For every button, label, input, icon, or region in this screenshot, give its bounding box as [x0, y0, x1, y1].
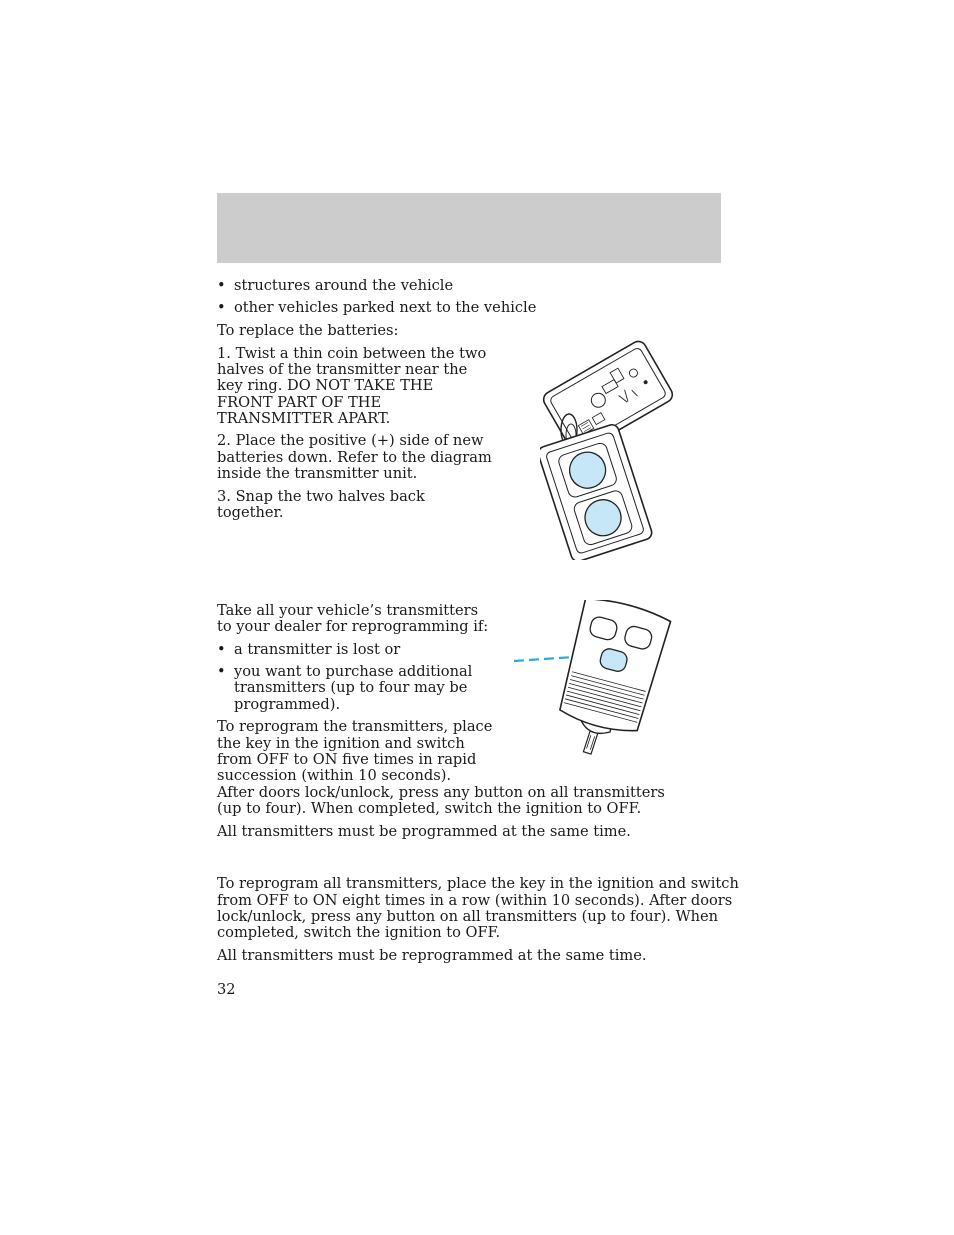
reprogram-all-line: completed, switch the ignition to OFF. [217, 924, 501, 941]
bullet-dot: • [217, 663, 226, 680]
list-item-text: transmitters (up to four may be [234, 679, 468, 696]
page-number: 32 [217, 981, 236, 998]
bullet-dot: • [217, 299, 226, 316]
reprogram-para-line: the key in the ignition and switch [217, 735, 465, 752]
step1-line: 1. Twist a thin coin between the two [217, 345, 487, 362]
step3-line: 3. Snap the two halves back [217, 488, 425, 505]
step1-line: FRONT PART OF THE [217, 394, 382, 411]
reprogram-all-line: To reprogram all transmitters, place the key in the ignition and switch [217, 875, 739, 892]
reprogram-para-line: (up to four). When completed, switch the ignition to OFF. [217, 800, 642, 817]
reprogram-intro-line: to your dealer for reprogramming if: [217, 618, 489, 635]
step1-line: key ring. DO NOT TAKE THE [217, 377, 434, 394]
step3-line: together. [217, 504, 284, 521]
list-item-text: programmed). [234, 696, 341, 713]
bullet-dot: • [217, 641, 226, 658]
transmitter-button-illustration [510, 600, 675, 760]
list-item-text: a transmitter is lost or [234, 641, 401, 658]
list-item-text: structures around the vehicle [234, 277, 454, 294]
replace-intro: To replace the batteries: [217, 322, 399, 339]
reprogram-all-line: from OFF to ON eight times in a row (within 10 seconds). After doors [217, 892, 733, 909]
list-item-text: other vehicles parked next to the vehicle [234, 299, 537, 316]
step2-line: batteries down. Refer to the diagram [217, 449, 492, 466]
section-header-bar [217, 193, 721, 263]
reprogram-all-line: lock/unlock, press any button on all transmitters (up to four). When [217, 908, 719, 925]
reprogram-para-line: To reprogram the transmitters, place [217, 718, 493, 735]
opened-transmitter-illustration [540, 325, 685, 560]
reprogram-para-line: succession (within 10 seconds). [217, 767, 452, 784]
step1-line: TRANSMITTER APART. [217, 410, 391, 427]
same-time-note: All transmitters must be reprogrammed at the same time. [217, 947, 647, 964]
step2-line: inside the transmitter unit. [217, 465, 418, 482]
reprogram-para-line: After doors lock/unlock, press any button on all transmitters [217, 784, 665, 801]
reprogram-intro-line: Take all your vehicle’s transmitters [217, 602, 479, 619]
step1-line: halves of the transmitter near the [217, 361, 468, 378]
list-item-text: you want to purchase additional [234, 663, 473, 680]
same-time-note: All transmitters must be programmed at the same time. [217, 823, 631, 840]
step2-line: 2. Place the positive (+) side of new [217, 432, 484, 449]
bullet-dot: • [217, 277, 226, 294]
reprogram-para-line: from OFF to ON five times in rapid [217, 751, 477, 768]
